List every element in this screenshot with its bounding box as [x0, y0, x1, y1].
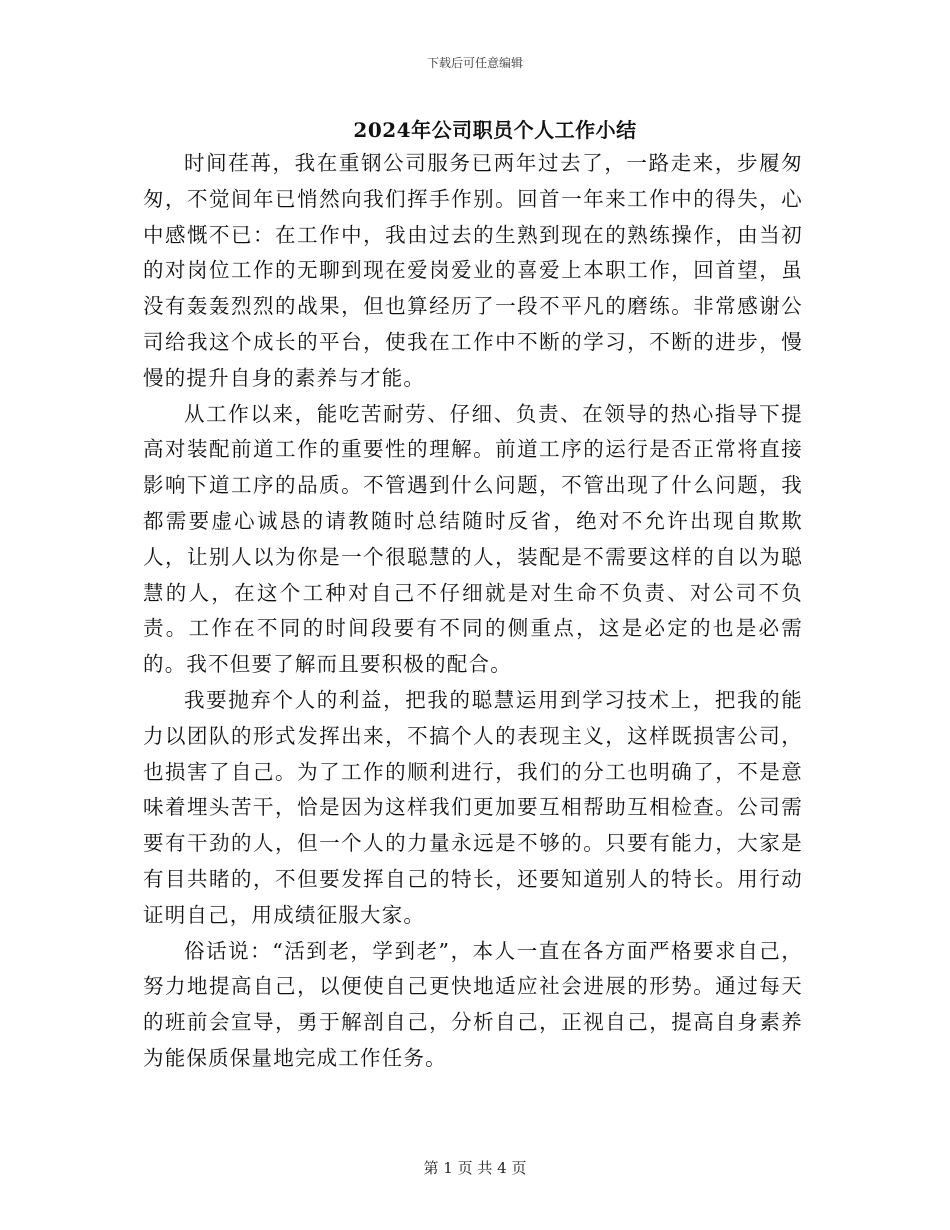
- paragraph-2: 从工作以来，能吃苦耐劳、仔细、负责、在领导的热心指导下提高对装配前道工作的重要性的理解。前道工序的运行是否正常将直接影响下道工序的品质。不管遇到什么问题，不管出现了什么问题，我都需要虚心诚恳的请教随时总结随时反省，绝对不允许出现自欺欺人，让别人以为你是一个很聪慧的人，装配是不需要这样的自以为聪慧的人，在这个工种对自己不仔细就是对生命不负责、对公司不负责。工作在不同的时间段要有不同的侧重点，这是必定的也是必需的。我不但要了解而且要积极的配合。: [143, 401, 803, 677]
- header-note: 下载后可任意编辑: [426, 56, 523, 70]
- document-body: [143, 146, 803, 1077]
- document-title: 2024年公司职员个人工作小结: [353, 118, 637, 142]
- page-number: 第 1 页 共 4 页: [423, 1159, 527, 1177]
- paragraph-1: 时间荏苒，我在重钢公司服务已两年过去了，一路走来，步履匆匆，不觉间年已悄然向我们挥手作别。回首一年来工作中的得失，心中感慨不已：在工作中，我由过去的生熟到现在的熟练操作，由当初的对岗位工作的无聊到现在爱岗爱业的喜爱上本职工作，回首望，虽没有轰轰烈烈的战果，但也算经历了一段不平凡的磨练。非常感谢公司给我这个成长的平台，使我在工作中不断的学习，不断的进步，慢慢的提升自身的素养与才能。: [143, 151, 803, 390]
- paragraph-4: 俗话说：“活到老，学到老”，本人一直在各方面严格要求自己，努力地提高自己，以便使自己更快地适应社会进展的形势。通过每天的班前会宣导，勇于解剖自己，分析自己，正视自己，提高自身素养为能保质保量地完成工作任务。: [143, 938, 803, 1070]
- paragraph-3: 我要抛弃个人的利益，把我的聪慧运用到学习技术上，把我的能力以团队的形式发挥出来，不搞个人的表现主义，这样既损害公司，也损害了自己。为了工作的顺利进行，我们的分工也明确了，不是意味着埋头苦干，恰是因为这样我们更加要互相帮助互相检查。公司需要有干劲的人，但一个人的力量永远是不够的。只要有能力，大家是有目共睹的，不但要发挥自己的特长，还要知道别人的特长。用行动证明自己，用成绩征服大家。: [143, 687, 803, 927]
